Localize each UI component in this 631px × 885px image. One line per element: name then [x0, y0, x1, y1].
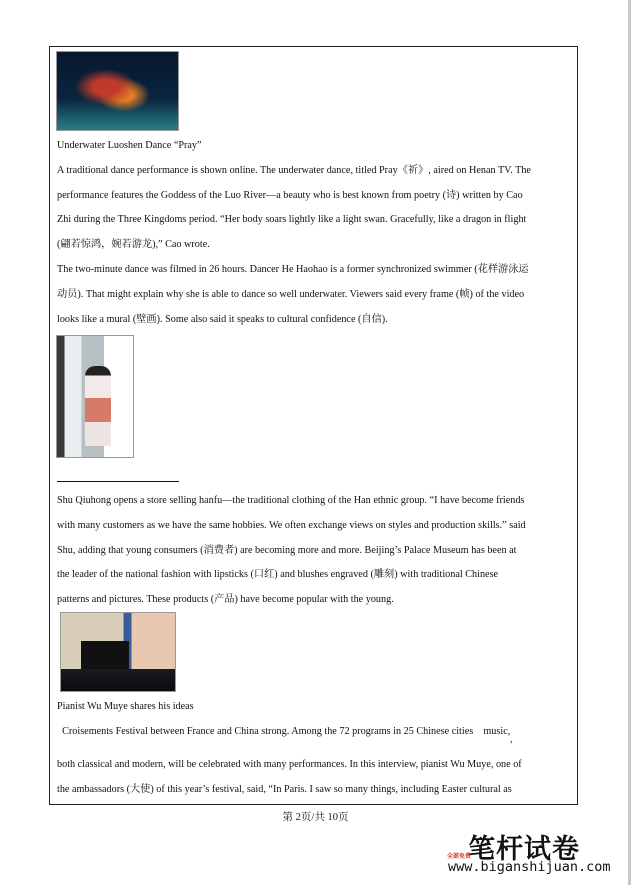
watermark-url: www.biganshijuan.com — [448, 859, 611, 875]
paragraph-line: Croisements Festival between France and China strong. Among the 72 programs in 25 Chinese cities music, — [57, 726, 511, 737]
paragraph-line: the ambassadors (大使) of this year’s festival, said, “In Paris. I saw so many things, including Easter cultural as — [57, 784, 512, 795]
paragraph-line: Shu Qiuhong opens a store selling hanfu—the traditional clothing of the Han ethnic group. “I have become friends — [57, 495, 525, 506]
watermark-title: 笔杆试卷 — [468, 834, 580, 865]
pianist-photo — [60, 612, 176, 692]
paragraph-line: 动员). That might explain why she is able to dance so well underwater. Viewers said every frame (帧) of the video — [57, 289, 525, 300]
underwater-dance-photo — [56, 51, 179, 131]
paragraph-line: The two-minute dance was filmed in 26 hours. Dancer He Haohao is a former synchronized swimmer (花样游泳运 — [57, 264, 529, 275]
paragraph-line: Shu, adding that young consumers (消费者) are becoming more and more. Beijing’s Palace Museum has been at — [57, 545, 517, 556]
hanfu-photo — [56, 335, 134, 458]
paragraph-line: the leader of the national fashion with lipsticks (口红) and blushes engraved (雕刻) with traditional Chinese — [57, 569, 499, 580]
section-caption: Underwater Luoshen Dance “Pray” — [57, 140, 202, 151]
paragraph-line: both classical and modern, will be celebrated with many performances. In this interview, pianist Wu Muye, one of — [57, 759, 522, 770]
paragraph-line: (翩若惊鸿，婉若游龙),” Cao wrote. — [57, 239, 210, 250]
stray-comma: , — [510, 734, 513, 745]
paragraph-line: looks like a mural (壁画). Some also said it speaks to cultural confidence (自信). — [57, 314, 388, 325]
paragraph-line: A traditional dance performance is shown online. The underwater dance, titled Pray《祈》, aired on Henan TV. The — [57, 165, 531, 176]
paragraph-line: performance features the Goddess of the Luo River—a beauty who is best known from poetry (诗) written by Cao — [57, 190, 523, 201]
page-number: 第 2页/共 10页 — [282, 812, 349, 823]
section-caption: Pianist Wu Muye shares his ideas — [57, 701, 194, 712]
watermark-tag: 全部免费 — [447, 853, 472, 860]
blank-line — [57, 481, 179, 482]
paragraph-line: with many customers as we have the same hobbies. We often exchange views on styles and production skills.” said — [57, 520, 526, 531]
paragraph-line: patterns and pictures. These products (产品) have become popular with the young. — [57, 594, 394, 605]
watermark-logo — [447, 827, 630, 882]
paragraph-line: Zhi during the Three Kingdoms period. “Her body soars lightly like a light swan. Gracefully, like a dragon in flight — [57, 214, 527, 225]
